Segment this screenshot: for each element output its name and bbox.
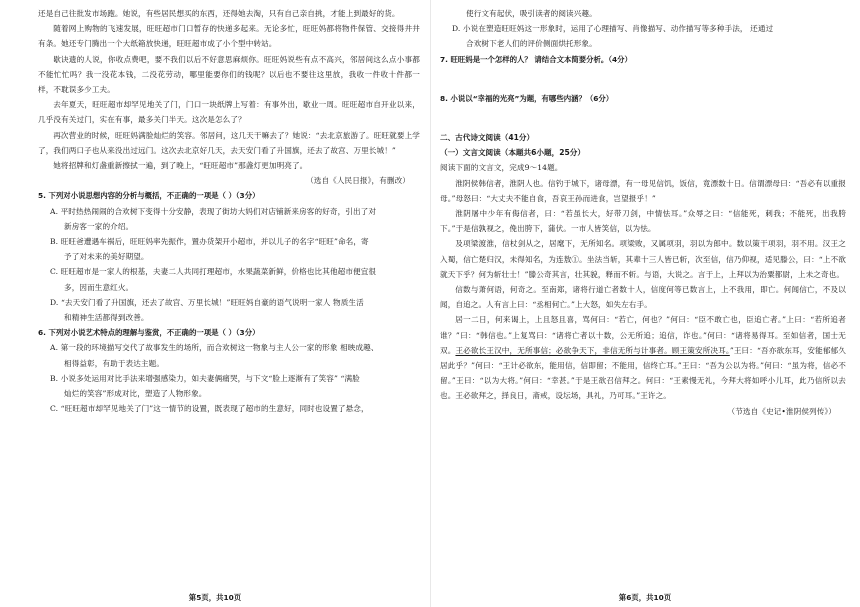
q6-option-b: B. 小说多处运用对比手法来增强感染力，如夫妻俩痛哭，与下文“脸上逐渐有了笑容” “满脸 bbox=[50, 373, 360, 383]
q6-option-a-cont: 相得益彰，有助于表达主题。 bbox=[64, 358, 165, 368]
classical-paragraph-5 bbox=[440, 312, 846, 403]
classical-paragraph-4: 信数与萧何语，何奇之。至南郑，诸将行道亡者数十人，信度何等已数言上，上不我用，即亡。何闻信亡，不及以闻，自追之。人有言上曰：“丞相何亡。”上大怒，如失左右手。 bbox=[440, 285, 846, 310]
para5-line-1: 居一二日，何来谒上，上且怒且喜，骂何曰：“若亡，何也？”何曰：“臣不敢亡也，臣追亡者。” bbox=[455, 315, 787, 325]
q5-option-c: C. 旺旺超市是一家人的根基，夫妻二人共同打理超市，水果蔬菜新鲜，价格也比其他超市便宜很 bbox=[50, 267, 377, 277]
classical-source: （节选自《史记•淮阴侯列传》） bbox=[727, 406, 836, 416]
page-6 bbox=[430, 0, 860, 607]
page-5-footer: 第5页，共10页 bbox=[188, 593, 242, 602]
q6-option-c-cont: 使行文有起伏，吸引读者的阅读兴趣。 bbox=[466, 9, 597, 18]
classical-paragraph-1: 淮阴侯韩信者，淮阴人也。信钓于城下，诸母漂，有一母见信饥，饭信，竟漂数十日。信谓漂母曰：“吾必有以重报母。”母怒曰：“大丈夫不能自食，吾哀王孙而进食，岂望报乎！” bbox=[440, 178, 846, 203]
q5-option-c-cont: 多，因而生意红火。 bbox=[64, 282, 134, 292]
q5-option-d-cont: 和精神生活都得到改善。 bbox=[64, 313, 149, 323]
question-6-stem: 6. 下列对小说艺术特点的理解与鉴赏，不正确的一项是（ ）（3分） bbox=[38, 328, 260, 338]
page-6-footer: 第6页，共10页 bbox=[618, 593, 672, 602]
classical-paragraph-3: 及项梁渡淮，信杖剑从之，居麾下，无所知名。项梁败，又属项羽，羽以为郎中。数以策干项羽，羽不用。汉王之入蜀，信亡楚归汉，未得知名，为连敖①。坐法当斩，其辈十三人皆已斩，次至信，信乃仰视，适见滕公，曰：“上不欲就天下乎？何为斩壮士！”滕公奇其言，壮其貌，释而不斩。与语，大说之。言于上，上拜以为治粟都尉，上未之奇也。 bbox=[440, 239, 846, 279]
story-paragraph-6: 她将招牌和灯盏重新擦拭一遍，到了晚上，“旺旺超市”那盏灯更加明亮了。 bbox=[53, 161, 308, 171]
section-2-1-heading: （一）文言文阅读（本题共6小题，25分） bbox=[440, 148, 585, 158]
story-paragraph-2: 随着网上购物的飞速发展，旺旺超市门口暂存的快递多起来。无论多忙，旺旺妈都将物件保管、交接得井井有条。她还专门腾出一个大纸箱放快递，旺旺超市成了小个型中转站。 bbox=[38, 24, 420, 49]
para5-line-4: ”王曰：“吾亦欲东耳，安能郁郁久居此乎？”何曰：“王计必欲东，能 bbox=[440, 345, 846, 371]
question-7: 7. 旺旺妈是一个怎样的人？ 请结合文本简要分析。（4分） bbox=[440, 54, 632, 64]
q6-option-c: C. “旺旺超市却罕见地关了门”这一情节的设置，既表现了超市的生意好，同时也设置了悬念， bbox=[50, 404, 369, 414]
q5-option-a-cont: 新房客一家的介绍。 bbox=[64, 221, 134, 231]
q5-option-d: D. “去天安门看了升国旗，还去了故宫、万里长城！”旺旺妈自豪的语气说明一家人 物质生活 bbox=[50, 297, 364, 307]
q6-option-d: D. 小说在塑造旺旺妈这一形象时，运用了心理描写、肖像描写、动作描写等多种手法， 还通过 bbox=[452, 24, 774, 34]
story-source: （选自《人民日报》，有删改） bbox=[306, 176, 410, 186]
para5-line-2: 上曰：“若所追者谁？”曰：“韩信也。”上复骂曰：“诸将亡者以十数，公无所追；追信，诈也。” bbox=[440, 315, 847, 340]
q5-option-a: A. 平时热热闹闹的合欢树下变得十分安静，表现了街坊大妈们对店铺新来房客的好奇，引出了对 bbox=[50, 206, 377, 216]
answer-space-7 bbox=[440, 67, 846, 91]
answer-space-8 bbox=[440, 106, 846, 130]
q5-option-b: B. 旺旺爸遭遇车祸后，旺旺妈率先振作，置办货架开小超市，并以儿子的名字“旺旺”命名，寄 bbox=[50, 237, 369, 247]
story-paragraph-5: 再次营业的时候，旺旺妈满脸灿烂的笑容。邻居问，这几天干嘛去了？她说：“去北京旅游了。旺旺就要上学了，我们两口子也从来没出过远门。这次去北京好几天，去天安门看了升国旗，还去了故宫、万里长城！” bbox=[38, 130, 420, 155]
story-paragraph-1: 还是自己往批发市场跑。她说，有些居民想买的东西，还得她去淘，只有自己亲自挑，才能上到最好的货。 bbox=[38, 9, 400, 18]
para5-line-5: 用信，信即留；不能用，信终亡耳。”王曰：“吾为公以为将。”何曰：“虽为将，信必不留。”王曰：“以为大将。”何曰：“幸甚。”于是王欲召信拜之。何曰：“王素慢无礼，今拜大将如呼小儿耳，此乃信所以去也。王必欲拜之，择良日，斋戒，设坛场，具礼，乃可耳。”王许之。 bbox=[440, 361, 846, 401]
section-2-heading: 二、古代诗文阅读（41分） bbox=[440, 133, 535, 143]
underlined-sentence-part-1: 王必欲长王汉中，无所事信；必欲争天下，非信无所与 bbox=[455, 345, 641, 355]
classical-paragraph-2: 淮阴屠中少年有侮信者，曰：“若虽长大，好带刀剑，中情怯耳。”众辱之曰：“信能死，刺我；不能死，出我胯下。”于是信孰视之，俛出胯下，蒲伏。一市人皆笑信，以为怯。 bbox=[440, 209, 846, 234]
story-paragraph-4: 去年夏天，旺旺超市却罕见地关了门，门口一块纸牌上写着：有事外出，歇业一周。旺旺超市自开业以来，几乎没有关过门，实在有事，最多关门半天。这次是怎么了？ bbox=[38, 100, 420, 125]
para5-line-3: 何曰：“诸将易得耳。至如信者，国士无双。 bbox=[440, 330, 846, 355]
q6-option-a: A. 第一段的环境描写交代了故事发生的场所，而合欢树这一物象与主人公一家的形象 相映成趣、 bbox=[50, 343, 379, 353]
underlined-sentence-part-2: 计事者。顾王策安所决耳。 bbox=[640, 345, 730, 355]
question-5-stem: 5. 下列对小说思想内容的分析与概括，不正确的一项是（ ）（3分） bbox=[38, 191, 260, 201]
reading-instruction: 阅读下面的文言文，完成9～14题。 bbox=[440, 163, 563, 173]
q5-option-b-cont: 予了对未来的美好期望。 bbox=[64, 252, 149, 262]
q6-option-d-cont: 合欢树下老人们的评价侧面烘托形象。 bbox=[466, 39, 597, 49]
story-paragraph-3: 歇诀遗的人说，你收点费吧，要不我们以后不好意思麻烦你。旺旺妈说些有点不高兴，邻居间这么点小事都不能忙忙吗？我一没花本钱，二没花劳动，哪里能要你们的钱呢？以后也不要往这里放，我收一件收十件都一样，不耽误多少工夫。 bbox=[38, 54, 420, 95]
q6-option-b-cont: 灿烂的笑容”形成对比，塑造了人物形象。 bbox=[64, 389, 207, 399]
question-8: 8. 小说以“幸福的光亮”为题，有哪些内涵？（6分） bbox=[440, 93, 614, 103]
